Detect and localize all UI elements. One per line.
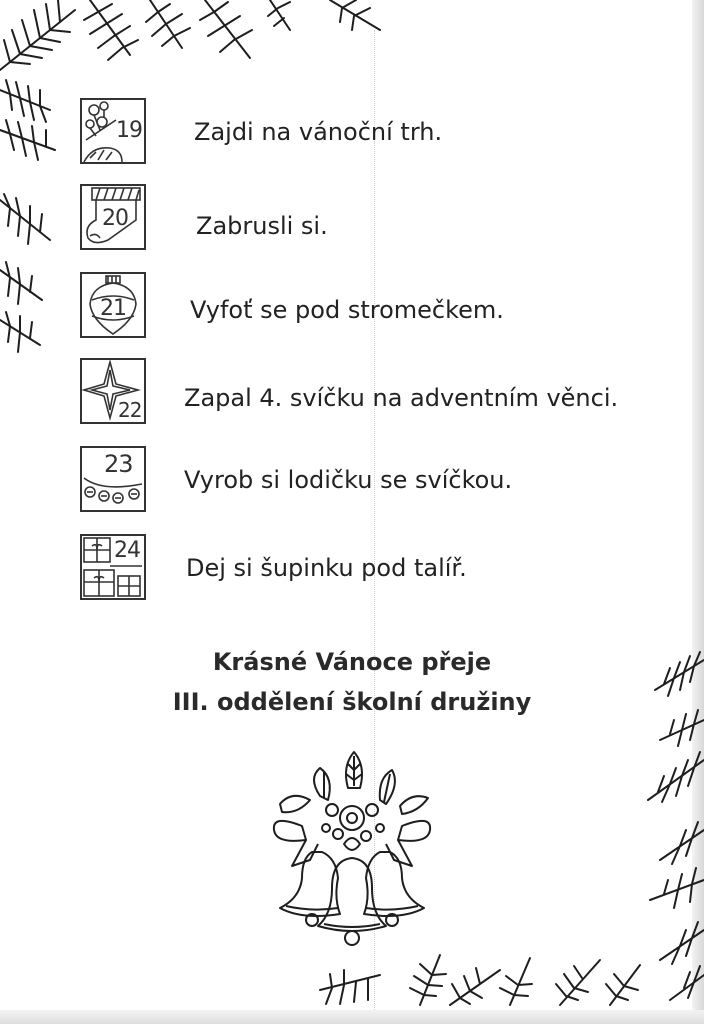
christmas-bells-icon — [262, 748, 442, 948]
task-text: Dej si šupinku pod talíř. — [186, 554, 467, 582]
day-number: 21 — [100, 296, 126, 321]
day-number: 19 — [116, 118, 142, 143]
task-row-23 — [80, 446, 660, 516]
day-number: 24 — [114, 538, 140, 563]
day-number: 22 — [118, 398, 142, 422]
greeting-line-2: III. oddělení školní družiny — [172, 688, 532, 716]
task-row-20 — [80, 184, 660, 254]
task-text: Zajdi na vánoční trh. — [194, 118, 443, 146]
task-text: Zapal 4. svíčku na adventním věnci. — [184, 384, 619, 412]
day-number: 20 — [102, 206, 128, 231]
greeting-line-1: Krásné Vánoce přeje — [212, 648, 492, 676]
calendar-day-box — [80, 446, 146, 512]
task-row-21 — [80, 272, 660, 342]
calendar-day-box — [80, 98, 146, 164]
task-text: Zabrusli si. — [196, 212, 328, 240]
task-text: Vyrob si lodičku se svíčkou. — [184, 466, 513, 494]
task-row-22 — [80, 358, 660, 428]
day-number: 23 — [104, 450, 133, 478]
calendar-day-box — [80, 272, 146, 338]
task-row-24 — [80, 534, 660, 604]
calendar-day-box — [80, 534, 146, 600]
task-text: Vyfoť se pod stromečkem. — [190, 296, 504, 324]
task-row-19 — [80, 98, 660, 168]
calendar-day-box — [80, 184, 146, 250]
calendar-day-box — [80, 358, 146, 424]
